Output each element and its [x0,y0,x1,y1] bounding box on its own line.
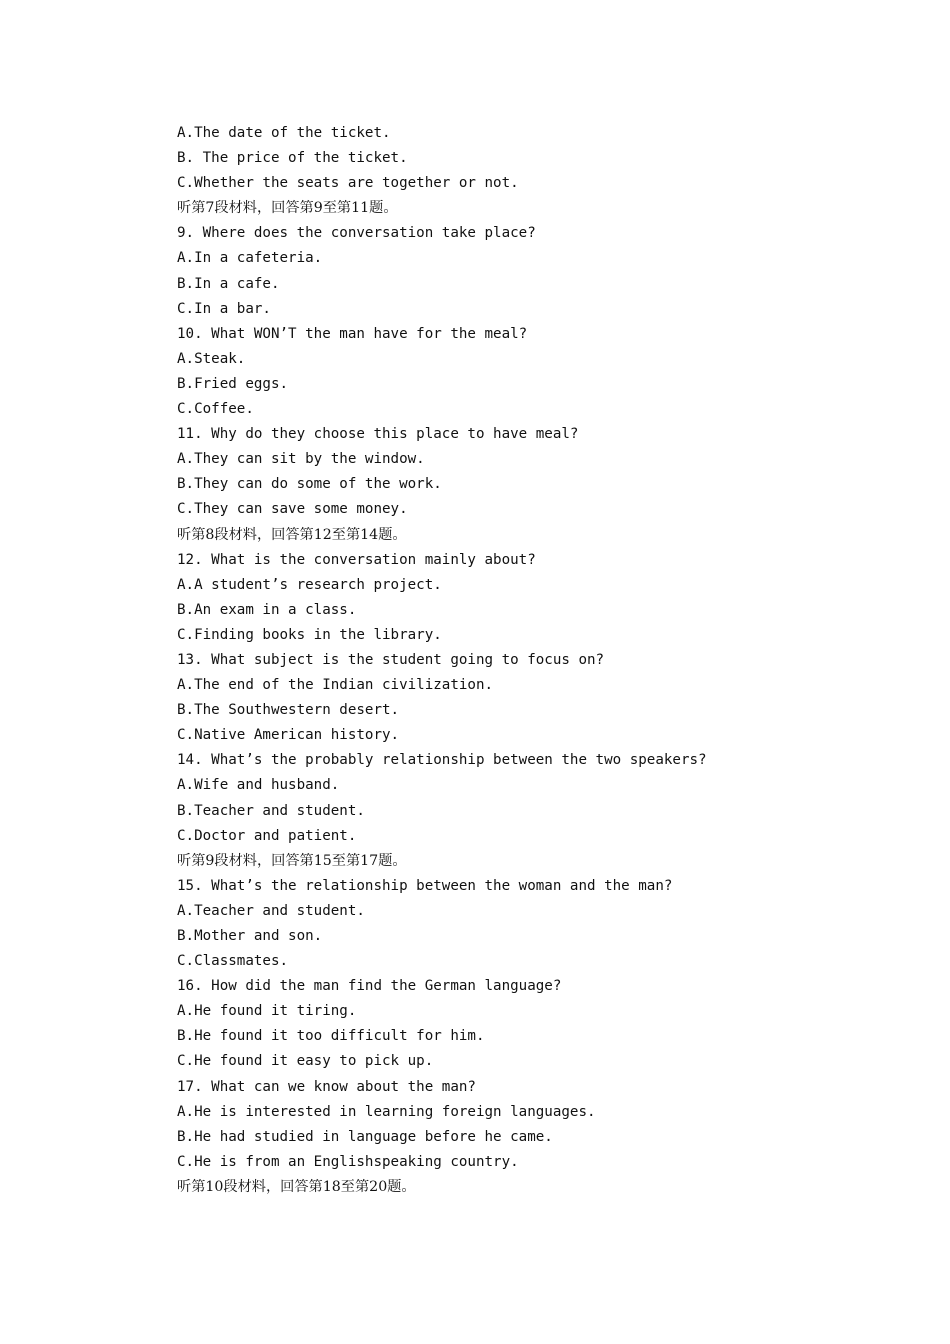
option-line: C.Whether the seats are together or not. [177,175,519,192]
option-line: B.Mother and son. [177,928,323,944]
option-line: B.In a cafe. [177,275,280,292]
question-line: 15. What’s the relationship between the woman and the man? [177,877,673,894]
option-line: C.Native American history. [177,727,400,744]
section-instruction: 听第9段材料，回答第15至第17题。 [177,852,407,869]
option-line: A.Wife and husband. [177,777,340,794]
option-line: B.An exam in a class. [177,601,357,618]
option-line: B.He had studied in language before he came. [177,1128,553,1145]
option-line: A.The end of the Indian civilization. [177,677,494,694]
option-line: C.Doctor and patient. [177,827,357,844]
question-line: 13. What subject is the student going to focus on? [177,651,605,668]
option-line: A.He found it tiring. [177,1003,357,1020]
question-line: 10. What WON’T the man have for the meal? [177,325,528,342]
option-line: C.Coffee. [177,401,254,418]
option-line: A.Steak. [177,350,246,367]
option-line: B.Fried eggs. [177,375,289,392]
option-line: A.The date of the ticket. [177,125,391,141]
question-line: 11. Why do they choose this place to have meal? [177,426,579,443]
question-line: 17. What can we know about the man? [177,1078,476,1095]
option-line: B.He found it too difficult for him. [177,1028,485,1045]
question-line: 16. How did the man find the German language? [177,978,562,995]
option-line: B.The Southwestern desert. [177,702,400,719]
question-line: 9. Where does the conversation take place? [177,225,536,242]
option-line: C.Classmates. [177,953,289,970]
option-line: A.They can sit by the window. [177,451,425,468]
option-line: C.Finding books in the library. [177,626,442,643]
option-line: B. The price of the ticket. [177,150,408,167]
option-line: C.He found it easy to pick up. [177,1053,434,1070]
section-instruction: 听第10段材料，回答第18至第20题。 [177,1178,416,1195]
option-line: B.Teacher and student. [177,802,365,819]
option-line: C.He is from an Englishspeaking country. [177,1153,519,1170]
section-instruction: 听第8段材料，回答第12至第14题。 [177,526,407,543]
exam-page [177,121,897,1200]
option-line: A.A student’s research project. [177,576,442,593]
option-line: C.They can save some money. [177,501,408,518]
option-line: A.In a cafeteria. [177,250,323,267]
section-instruction: 听第7段材料，回答第9至第11题。 [177,200,398,217]
option-line: A.He is interested in learning foreign languages. [177,1103,596,1120]
question-line: 12. What is the conversation mainly about? [177,551,536,568]
option-line: A.Teacher and student. [177,902,365,919]
option-line: C.In a bar. [177,300,271,317]
question-line: 14. What’s the probably relationship between the two speakers? [177,752,707,769]
option-line: B.They can do some of the work. [177,476,442,493]
